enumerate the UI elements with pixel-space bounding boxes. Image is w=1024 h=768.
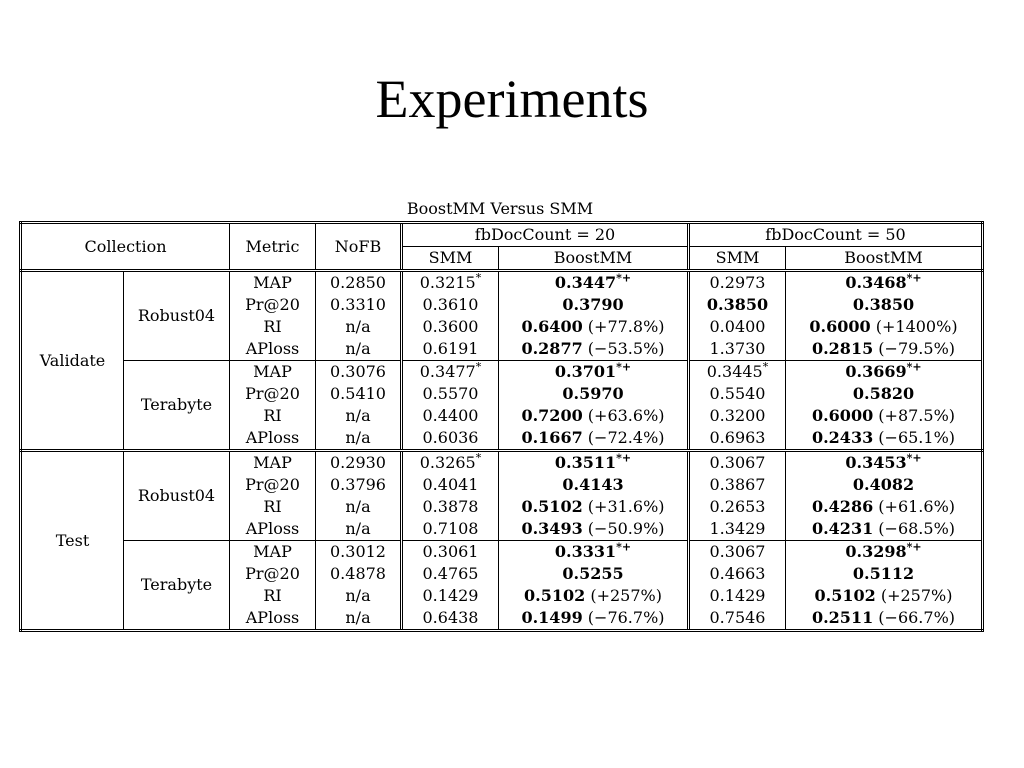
smm20-cell	[402, 541, 499, 564]
nofb-cell: n/a	[316, 316, 402, 338]
smm20-value: 0.3600	[422, 317, 479, 336]
results-table	[19, 221, 984, 632]
boostmm50-change: (+87.5%)	[873, 406, 956, 425]
boostmm50-cell	[786, 405, 983, 427]
smm50-value: 0.3200	[709, 406, 766, 425]
boostmm20-value: 0.3493	[521, 519, 583, 538]
smm50-cell	[689, 585, 786, 607]
boostmm20-cell	[499, 271, 689, 295]
boostmm20-change: (+63.6%)	[582, 406, 665, 425]
boostmm20-value: 0.6400	[521, 317, 583, 336]
smm50-cell	[689, 294, 786, 316]
smm20-cell	[402, 563, 499, 585]
smm20-value: 0.4041	[422, 475, 479, 494]
smm50-cell	[689, 474, 786, 496]
smm50-cell	[689, 405, 786, 427]
smm50-cell	[689, 271, 786, 295]
boostmm20-marker: *+	[616, 360, 632, 374]
boostmm50-cell	[786, 271, 983, 295]
boostmm20-marker: *+	[616, 451, 632, 465]
smm50-value: 0.3850	[706, 295, 769, 314]
nofb-cell: 0.5410	[316, 383, 402, 405]
boostmm20-change: (+77.8%)	[582, 317, 665, 336]
smm50-value: 0.3067	[709, 542, 766, 561]
boostmm20-value: 0.3331	[554, 542, 617, 561]
metric-cell: MAP	[230, 271, 316, 295]
boostmm20-change: (+257%)	[585, 586, 662, 605]
boostmm50-value: 0.4082	[852, 475, 915, 494]
boostmm50-value: 0.3850	[852, 295, 915, 314]
smm50-value: 0.3067	[709, 453, 766, 472]
boostmm20-cell	[499, 383, 689, 405]
boostmm20-value: 0.3701	[554, 362, 617, 381]
smm20-cell	[402, 271, 499, 295]
boostmm50-marker: *+	[906, 271, 922, 285]
smm20-value: 0.1429	[422, 586, 479, 605]
boostmm50-cell	[786, 451, 983, 475]
boostmm20-cell	[499, 338, 689, 361]
smm50-value: 0.6963	[709, 428, 766, 447]
smm20-cell	[402, 294, 499, 316]
boostmm20-cell	[499, 518, 689, 541]
boostmm20-change: (−50.9%)	[582, 519, 665, 538]
nofb-cell: 0.2850	[316, 271, 402, 295]
phase-cell: Validate	[21, 271, 124, 451]
boostmm50-cell	[786, 474, 983, 496]
smm20-marker: *	[475, 451, 482, 465]
smm20-value: 0.7108	[422, 519, 479, 538]
boostmm50-cell	[786, 518, 983, 541]
nofb-cell: n/a	[316, 585, 402, 607]
boostmm50-value: 0.2433	[811, 428, 874, 447]
metric-cell: Pr@20	[230, 383, 316, 405]
smm20-cell	[402, 316, 499, 338]
boostmm50-marker: *+	[906, 360, 922, 374]
boostmm50-value: 0.5112	[852, 564, 915, 583]
boostmm20-cell	[499, 294, 689, 316]
boostmm50-cell	[786, 496, 983, 518]
boostmm20-cell	[499, 451, 689, 475]
smm50-cell	[689, 496, 786, 518]
boostmm20-value: 0.1667	[521, 428, 583, 447]
header-metric: Metric	[230, 223, 316, 271]
smm50-value: 0.0400	[709, 317, 766, 336]
smm50-cell	[689, 541, 786, 564]
smm20-value: 0.3215	[419, 273, 476, 292]
metric-cell: RI	[230, 405, 316, 427]
boostmm20-change: (−76.7%)	[582, 608, 665, 627]
boostmm20-cell	[499, 541, 689, 564]
boostmm20-change: (+31.6%)	[582, 497, 665, 516]
boostmm50-value: 0.3669	[845, 362, 907, 381]
smm50-cell	[689, 361, 786, 384]
smm50-value: 0.2653	[709, 497, 766, 516]
header-boostmm-50: BoostMM	[786, 247, 983, 271]
boostmm20-cell	[499, 585, 689, 607]
boostmm20-cell	[499, 405, 689, 427]
smm20-marker: *	[475, 271, 482, 285]
table-row	[21, 451, 983, 475]
boostmm20-value: 0.5255	[562, 564, 624, 583]
nofb-cell: n/a	[316, 496, 402, 518]
boostmm50-change: (+257%)	[875, 586, 953, 605]
smm50-value: 0.3867	[709, 475, 766, 494]
boostmm50-change: (−65.1%)	[873, 428, 956, 447]
boostmm50-cell	[786, 585, 983, 607]
boostmm50-value: 0.2511	[811, 608, 874, 627]
table-row	[21, 271, 983, 295]
metric-cell: Pr@20	[230, 563, 316, 585]
smm20-cell	[402, 585, 499, 607]
smm20-value: 0.3610	[422, 295, 479, 314]
metric-cell: Pr@20	[230, 294, 316, 316]
boostmm50-cell	[786, 338, 983, 361]
boostmm20-cell	[499, 316, 689, 338]
header-collection: Collection	[21, 223, 230, 271]
smm20-marker: *	[475, 360, 482, 374]
boostmm20-value: 0.5102	[524, 586, 586, 605]
smm20-cell	[402, 607, 499, 631]
boostmm50-cell	[786, 361, 983, 384]
boostmm20-value: 0.3511	[554, 453, 617, 472]
smm50-value: 1.3730	[709, 339, 766, 358]
collection-cell: Terabyte	[124, 361, 230, 451]
smm50-cell	[689, 563, 786, 585]
boostmm20-change: (−72.4%)	[582, 428, 665, 447]
metric-cell: Pr@20	[230, 474, 316, 496]
boostmm50-value: 0.5102	[814, 586, 876, 605]
boostmm50-change: (−66.7%)	[873, 608, 956, 627]
nofb-cell: n/a	[316, 518, 402, 541]
metric-cell: APloss	[230, 427, 316, 451]
smm20-cell	[402, 338, 499, 361]
smm20-cell	[402, 518, 499, 541]
boostmm50-cell	[786, 316, 983, 338]
boostmm20-cell	[499, 607, 689, 631]
smm50-value: 1.3429	[709, 519, 766, 538]
smm50-cell	[689, 383, 786, 405]
nofb-cell: n/a	[316, 607, 402, 631]
header-boostmm-20: BoostMM	[499, 247, 689, 271]
boostmm20-cell	[499, 361, 689, 384]
boostmm50-value: 0.6000	[809, 317, 871, 336]
metric-cell: RI	[230, 316, 316, 338]
nofb-cell: 0.3076	[316, 361, 402, 384]
nofb-cell: n/a	[316, 427, 402, 451]
smm50-cell	[689, 518, 786, 541]
smm20-value: 0.6036	[422, 428, 479, 447]
smm20-value: 0.4765	[422, 564, 479, 583]
smm20-value: 0.3061	[422, 542, 479, 561]
table-row	[21, 541, 983, 564]
metric-cell: APloss	[230, 607, 316, 631]
smm20-cell	[402, 383, 499, 405]
smm20-cell	[402, 474, 499, 496]
smm50-cell	[689, 607, 786, 631]
boostmm20-value: 0.4143	[562, 475, 624, 494]
smm20-value: 0.4400	[422, 406, 479, 425]
boostmm50-change: (+1400%)	[870, 317, 958, 336]
boostmm20-value: 0.5970	[562, 384, 624, 403]
boostmm50-change: (−68.5%)	[873, 519, 956, 538]
boostmm20-value: 0.7200	[521, 406, 583, 425]
boostmm50-value: 0.4231	[811, 519, 874, 538]
boostmm50-value: 0.5820	[852, 384, 915, 403]
boostmm50-value: 0.3468	[845, 273, 907, 292]
smm50-cell	[689, 316, 786, 338]
boostmm50-value: 0.4286	[811, 497, 874, 516]
boostmm50-cell	[786, 383, 983, 405]
boostmm50-marker: *+	[906, 540, 922, 554]
smm20-cell	[402, 427, 499, 451]
table-body	[21, 271, 983, 631]
smm20-value: 0.6438	[422, 608, 479, 627]
header-smm-50: SMM	[689, 247, 786, 271]
boostmm20-cell	[499, 496, 689, 518]
metric-cell: MAP	[230, 541, 316, 564]
boostmm20-cell	[499, 427, 689, 451]
header-group-50: fbDocCount = 50	[689, 223, 983, 247]
table-row	[21, 361, 983, 384]
boostmm20-change: (−53.5%)	[582, 339, 665, 358]
smm50-value: 0.3445	[706, 362, 763, 381]
smm50-marker: *	[762, 360, 769, 374]
nofb-cell: n/a	[316, 405, 402, 427]
boostmm50-value: 0.3453	[845, 453, 907, 472]
boostmm50-change: (+61.6%)	[873, 497, 956, 516]
header-group-20: fbDocCount = 20	[402, 223, 689, 247]
boostmm20-value: 0.2877	[521, 339, 583, 358]
boostmm20-value: 0.3790	[562, 295, 624, 314]
nofb-cell: 0.3310	[316, 294, 402, 316]
smm50-value: 0.2973	[709, 273, 766, 292]
metric-cell: MAP	[230, 361, 316, 384]
nofb-cell: 0.3012	[316, 541, 402, 564]
boostmm20-cell	[499, 563, 689, 585]
boostmm20-value: 0.5102	[521, 497, 583, 516]
boostmm50-marker: *+	[906, 451, 922, 465]
nofb-cell: 0.4878	[316, 563, 402, 585]
slide-title: Experiments	[375, 69, 649, 129]
smm50-value: 0.5540	[709, 384, 766, 403]
smm50-value: 0.1429	[709, 586, 766, 605]
nofb-cell: 0.3796	[316, 474, 402, 496]
boostmm20-marker: *+	[616, 540, 632, 554]
boostmm50-change: (−79.5%)	[873, 339, 956, 358]
smm50-value: 0.4663	[709, 564, 766, 583]
boostmm50-cell	[786, 541, 983, 564]
boostmm20-value: 0.3447	[554, 273, 617, 292]
smm50-cell	[689, 338, 786, 361]
smm20-cell	[402, 361, 499, 384]
metric-cell: APloss	[230, 338, 316, 361]
boostmm50-value: 0.6000	[811, 406, 874, 425]
collection-cell: Robust04	[124, 451, 230, 541]
smm20-cell	[402, 405, 499, 427]
smm50-value: 0.7546	[709, 608, 766, 627]
boostmm50-cell	[786, 427, 983, 451]
smm20-cell	[402, 451, 499, 475]
boostmm20-marker: *+	[616, 271, 632, 285]
nofb-cell: 0.2930	[316, 451, 402, 475]
boostmm20-cell	[499, 474, 689, 496]
metric-cell: RI	[230, 496, 316, 518]
boostmm20-value: 0.1499	[521, 608, 583, 627]
boostmm50-value: 0.2815	[811, 339, 874, 358]
metric-cell: APloss	[230, 518, 316, 541]
boostmm50-value: 0.3298	[845, 542, 907, 561]
boostmm50-cell	[786, 607, 983, 631]
smm20-cell	[402, 496, 499, 518]
smm20-value: 0.3265	[419, 453, 476, 472]
phase-cell: Test	[21, 451, 124, 631]
smm20-value: 0.3477	[419, 362, 476, 381]
metric-cell: RI	[230, 585, 316, 607]
nofb-cell: n/a	[316, 338, 402, 361]
collection-cell: Terabyte	[124, 541, 230, 631]
boostmm50-cell	[786, 563, 983, 585]
boostmm50-cell	[786, 294, 983, 316]
smm20-value: 0.5570	[422, 384, 479, 403]
table-caption: BoostMM Versus SMM	[406, 199, 594, 218]
metric-cell: MAP	[230, 451, 316, 475]
smm50-cell	[689, 427, 786, 451]
smm50-cell	[689, 451, 786, 475]
smm20-value: 0.3878	[422, 497, 479, 516]
header-nofb: NoFB	[316, 223, 402, 271]
smm20-value: 0.6191	[422, 339, 479, 358]
collection-cell: Robust04	[124, 271, 230, 361]
header-smm-20: SMM	[402, 247, 499, 271]
